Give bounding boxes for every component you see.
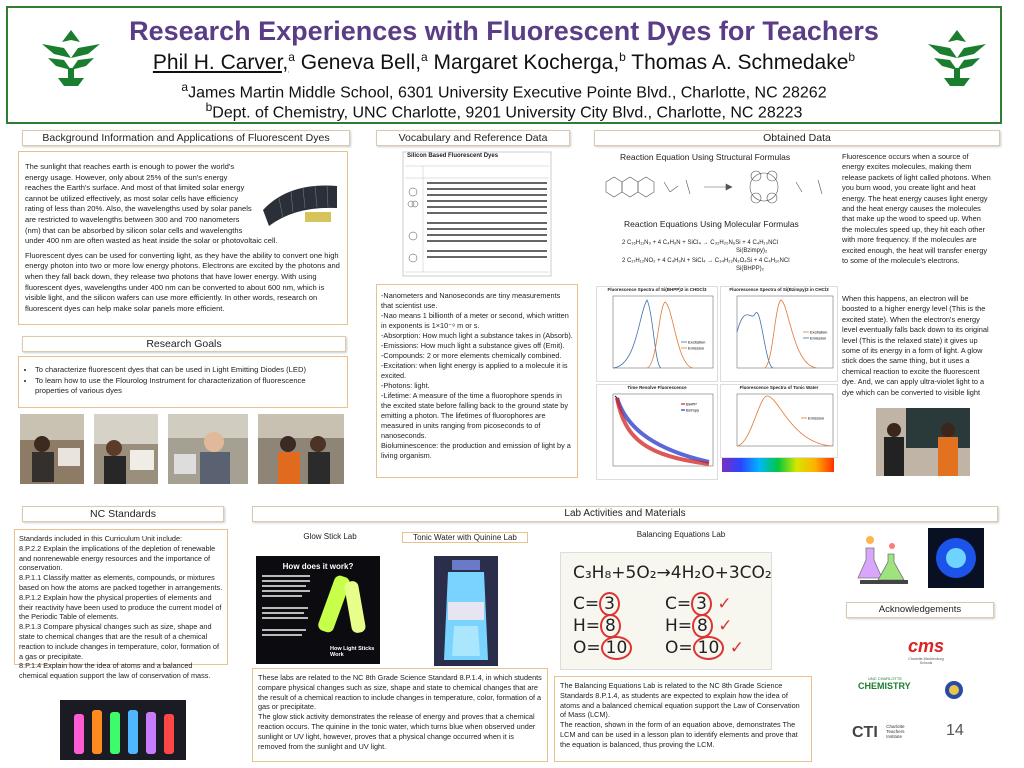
- element-symbol: H: [573, 616, 586, 636]
- cti-logo-text: CTI: [852, 724, 878, 741]
- affiliation-b: [8, 100, 1000, 122]
- flexible-solar-cell-image: [259, 172, 341, 230]
- glow-sticks-photo: [60, 700, 186, 760]
- tonic-water-caption: Tonic Water with Quinine Lab: [402, 532, 528, 543]
- reference-table-title: Silicon Based Fluorescent Dyes: [407, 153, 499, 159]
- structural-equation-title: Reaction Equation Using Structural Formulas: [620, 152, 791, 162]
- author-affiliation-mark: a: [288, 50, 295, 64]
- lab-photo-3: [168, 414, 248, 484]
- background-paragraph-1: The sunlight that reaches earth is enough to power the world's energy usage. However, only about 25% of the sun's energy reaches the Earth's surface. And most of that limited solar energy cannot be utilized effectively, as most solar cells have efficiency rating of less than 20%. Also, the wavelengths used by solar panels are restricted to wavelengths between 300 and 700 nanometers (nm) that can be absorbed by silicon solar cells and wavelengths under 400 nm are often wasted as heat inside the solar or photovoltaic cell.: [25, 162, 278, 246]
- nc-standards-heading: NC Standards: [22, 506, 224, 522]
- vocab-line: Bioluminescence: the production and emission of light by a living organism.: [381, 441, 571, 460]
- lab-text-box-2: The Balancing Equations Lab is related to the NC 8th Grade Science Standards 8.P.1.4, as students are expected to explain how the idea of atoms and a balanced chemical equation support the Law of Conservation of Mass (LCM). The reaction, shown in the form of an equation above, demonstrates The LCM and can be used in a lesson plan to identify elements and prove that the equation is balanced, thus proving the LCM.: [554, 676, 812, 762]
- author-name: Margaret Kocherga,: [427, 51, 620, 74]
- cti-logo-subtitle: [886, 724, 904, 739]
- legend-bzimpy: Bzimpy: [686, 407, 700, 413]
- balancing-equation-image: [560, 552, 772, 670]
- compound-name: Si(BHPP)₂: [736, 266, 764, 272]
- atom-count: 10: [693, 636, 725, 660]
- atom-count: 3: [599, 592, 620, 616]
- standard-line: 8.P.1.2 Explain how the physical properties of elements and their reactivity have been used to produce the current model of the Periodic Table of elements.: [19, 592, 222, 622]
- lab-photo-1: [20, 414, 84, 484]
- molecular-equation-2: 2 C₁₇H₁₂NO₂ + 4 C₄H₉N + SiCl₄ → C₃₄H₂₂N₂O₄Si + 4 C₄H₁₀NCl: [622, 258, 790, 264]
- equation-products: C₃₄H₂₂N₂O₄Si + 4 C₄H₁₀NCl: [714, 258, 790, 264]
- standard-line: 8.P.1.4 Explain how the idea of atoms and a balanced chemical equation support the law of conservation of mass.: [19, 661, 211, 681]
- cti-line: Institute: [886, 734, 902, 739]
- vocabulary-box: [376, 284, 578, 478]
- element-count-row: C= 3 ✓: [665, 594, 732, 614]
- standard-line: 8.P.2.2 Explain the implications of the depletion of renewable and nonrenewable energy resources and the importance of conservation.: [19, 543, 216, 573]
- chemistry-flasks-icon: [852, 528, 916, 592]
- element-symbol: O: [573, 638, 587, 658]
- equation-products: C₃₂H₂₀N₆Si + 4 C₄H₁₀NCl: [710, 240, 779, 246]
- cti-line: Charlotte: [886, 724, 905, 729]
- vocab-line: -Lifetime: A measure of the time a fluorophore spends in the excited state before falling back to the ground state by emitting a photon. The lifetimes of fluorophores are measured in units ranging from picoseconds to of nanoseconds.: [381, 391, 569, 440]
- compound-name: Si(Bzimpy)₂: [736, 248, 768, 254]
- spectra-chart-bhpp: [596, 286, 718, 382]
- chem-logo-top: UNC CHARLOTTE: [868, 676, 903, 681]
- obtained-paragraph-2: When this happens, an electron will be boosted to a higher energy level (This is the excited state). When the electron's energy level eventually falls back down to its original level (This is the relaxed state) it gives up some of its energy in a form of light. A glow stick does the same thing, but it uses a chemical reaction to excite the fluorescent dye. And, we can apply ultra-violet light to a dye which can be converted to visible light: [842, 294, 989, 397]
- author-name: Geneva Bell,: [294, 51, 422, 74]
- cti-line: Teachers: [886, 729, 905, 734]
- chemical-equation: C₃H₈+5O₂→4H₂O+3CO₂: [573, 563, 772, 583]
- element-symbol: H: [665, 616, 678, 636]
- author-affiliation-mark: b: [848, 50, 856, 64]
- standard-line: 8.P.1.3 Compare physical changes such as size, shape and state to chemical changes that are the result of a chemical reaction to include changes in temperature, color, formation of a gas or precipitate.: [19, 622, 219, 661]
- excitation-curve: [737, 313, 773, 368]
- element-symbol: O: [665, 638, 679, 658]
- spectra-plot-bhpp: [597, 292, 717, 378]
- cms-logo-subtitle: Charlotte-Mecklenburg Schools: [908, 657, 944, 665]
- lab-photo-2: [94, 414, 158, 484]
- fluorescent-dish-photo: [928, 528, 984, 588]
- author-list: [8, 50, 1000, 75]
- lab-photo-4: [258, 414, 344, 484]
- molecular-equation-title: Reaction Equations Using Molecular Formulas: [624, 219, 799, 229]
- checkmark-icon: ✓: [717, 594, 732, 614]
- affiliation-mark: a: [181, 80, 189, 94]
- time-resolve-chart: [596, 384, 718, 480]
- checkmark-icon: ✓: [718, 616, 733, 636]
- element-count-row: H= 8 ✓: [665, 616, 733, 636]
- obtained-paragraph-1: Fluorescence occurs when a source of energy excites molecules, making them release packets of light called photons. When you burn wood, you create light and heat energy. The heat energy causes light energy and the heat energy causes the molecules that make up the wood to speed up. When the molecules speed up, they hit each other with more frequency. If the molecules are excited enough, the heat will transfer energy to some of the molecule's electrons.: [842, 152, 991, 266]
- vocab-line: -Absorption: How much light a substance takes in (Absorb).: [381, 331, 573, 340]
- standard-line: 8.P.1.1 Classify matter as elements, compounds, or mixtures based on how the atoms are packed together in arrangements.: [19, 573, 223, 592]
- infographic-label: How Light Sticks Work: [330, 646, 375, 658]
- element-symbol: C: [665, 594, 677, 614]
- legend-emission: Emission: [808, 415, 825, 421]
- affiliation-mark: b: [205, 100, 213, 114]
- chart-title: Time Resolve Fluorescence: [627, 385, 687, 390]
- lab-text-box-1: These labs are related to the NC 8th Grade Science Standard 8.P.1.4, in which students compare physical changes such as size, shape and state to chemical changes that are the result of a chemical reaction to include changes in temperature, color, formation of a gas or precipitate. The glow stick activity demonstrates the release of energy and proves that a chemical reaction occurs. The quinine in the tonic water, which turns blue when observed under sunlight or UV light, however, proves that a physical change occurred when it is removed from the sunlight and UV light.: [252, 668, 548, 762]
- cti-logo: [852, 724, 932, 744]
- nc-standards-box: [14, 529, 228, 681]
- legend-bhpp: BHPP: [686, 401, 697, 407]
- background-paragraph-2: Fluorescent dyes can be used for converting light, as they have the ability to convert one high energy photon into two or more low energy photons. Electrons are excited by the photons and when they fall back down, they release two photons that have lower energy. With using fluorescent dyes, wavelengths under 400 nm can be converted to about 600 nm, which is visible light, and the silicon wafers can use more efficiently. In other words, research on fluorescent dyes can help make solar panels more efficient.: [25, 250, 340, 313]
- nsf-logo-icon: [944, 680, 964, 700]
- glow-stick-infographic: [256, 556, 380, 664]
- vocab-line: -Nanometers and Nanoseconds are tiny measurements that scientist use.: [381, 291, 561, 310]
- cms-logo: [902, 636, 950, 665]
- emission-curve: [737, 396, 833, 446]
- element-symbol: C: [573, 594, 585, 614]
- element-count-row: O= 10: [573, 637, 632, 659]
- vocab-line: -Emissions: How much light a substance gives off (Emit).: [381, 341, 565, 350]
- element-count-row: H= 8: [573, 615, 632, 637]
- atom-count: 3: [691, 592, 712, 616]
- chart-title: Fluorescence Spectra of Si(BHPP)2 in CHDCl3: [607, 287, 707, 292]
- research-goals-heading: Research Goals: [22, 336, 346, 352]
- tonic-water-plot: [721, 390, 837, 454]
- lab-activities-heading: Lab Activities and Materials: [252, 506, 998, 522]
- research-goals-box: [18, 356, 348, 408]
- page-number: 14: [946, 722, 964, 739]
- time-resolve-plot: [597, 390, 717, 476]
- legend-emission: Emission: [688, 345, 705, 351]
- equation-reactants: 2 C₁₇H₁₂NO₂ + 4 C₄H₉N + SiCl₄: [622, 258, 706, 264]
- goal-item: • To learn how to use the Flourolog Instrument for characterization of fluorescence properties of various dyes: [35, 376, 341, 397]
- poster-title: Research Experiences with Fluorescent Dyes for Teachers: [129, 16, 879, 46]
- vocab-line: -Excitation: when light energy is applied to a molecule it is excited.: [381, 361, 568, 380]
- author-name: Thomas A. Schmedake: [625, 51, 849, 74]
- legend-excitation: Excitation: [810, 329, 828, 335]
- author-name: Phil H. Carver,: [152, 51, 289, 74]
- spectra-plot-bzimpy: [721, 292, 837, 378]
- standard-line: Standards included in this Curriculum Unit include:: [19, 534, 183, 543]
- vocab-line: -Nao means 1 billionth of a meter or second, which written in exponents is 1×10⁻⁹ m or s.: [381, 311, 569, 330]
- fluorescent-dyes-reference-table: [403, 152, 551, 276]
- element-count-row: O= 10 ✓: [665, 638, 744, 658]
- atom-count: 10: [601, 636, 633, 660]
- cms-logo-text: cms: [907, 636, 945, 656]
- vocab-line: -Photons: light.: [381, 381, 430, 390]
- affiliation-text: James Martin Middle School, 6301 University Executive Pointe Blvd., Charlotte, NC 28262: [188, 84, 827, 102]
- visible-spectrum-bar: [722, 458, 834, 472]
- left-count-column: [573, 593, 632, 659]
- excitation-curve: [613, 300, 661, 368]
- acknowledgements-heading: Acknowledgements: [846, 602, 994, 618]
- author-affiliation-mark: b: [619, 50, 626, 64]
- balancing-caption: Balancing Equations Lab: [636, 530, 726, 539]
- checkmark-icon: ✓: [729, 638, 744, 658]
- legend-excitation: Excitation: [688, 339, 706, 345]
- affiliation-text: Dept. of Chemistry, UNC Charlotte, 9201 University City Blvd., Charlotte, NC 28223: [212, 104, 803, 122]
- background-box: [18, 151, 348, 325]
- background-heading: Background Information and Applications of Fluorescent Dyes: [22, 130, 350, 146]
- obtained-data-heading: Obtained Data: [594, 130, 1000, 146]
- affiliation-a: [8, 80, 1000, 102]
- molecular-equation-1: 2 C₁₆H₁₁N₃ + 4 C₄H₉N + SiCl₄ → C₃₂H₂₀N₆Si + 4 C₄H₁₀NCl: [622, 240, 779, 246]
- legend-emission: Emission: [810, 335, 827, 341]
- atom-count: 8: [692, 614, 713, 638]
- vocabulary-heading: Vocabulary and Reference Data: [376, 130, 570, 146]
- unc-chemistry-logo: [850, 676, 920, 698]
- author-affiliation-mark: a: [421, 50, 428, 64]
- element-count-row: C= 3: [573, 593, 632, 615]
- chem-logo-text: CHEMISTRY: [858, 681, 911, 691]
- tonic-water-bottle-photo: [434, 556, 498, 666]
- right-count-column: [665, 593, 744, 659]
- infographic-title: How does it work?: [282, 562, 354, 571]
- chart-title: Fluorescence Spectra of Si(Bzimpy)2 in CHCl3: [729, 287, 829, 292]
- goal-item: • To characterize fluorescent dyes that can be used in Light Emitting Diodes (LED): [35, 365, 341, 376]
- spectra-chart-bzimpy: [720, 286, 838, 382]
- equation-reactants: 2 C₁₆H₁₁N₃ + 4 C₄H₉N + SiCl₄: [622, 240, 701, 246]
- vocab-line: -Compounds: 2 or more elements chemically combined.: [381, 351, 562, 360]
- atom-count: 8: [600, 614, 621, 638]
- structural-formula-diagram: [596, 162, 832, 212]
- tonic-water-chart: [720, 384, 838, 458]
- poster-header: [6, 6, 1002, 124]
- glow-stick-caption: Glow Stick Lab: [303, 532, 357, 541]
- chart-title: Fluorescence Spectra of Tonic Water: [739, 385, 819, 390]
- classroom-photo: [876, 408, 970, 476]
- goals-list: [25, 365, 341, 397]
